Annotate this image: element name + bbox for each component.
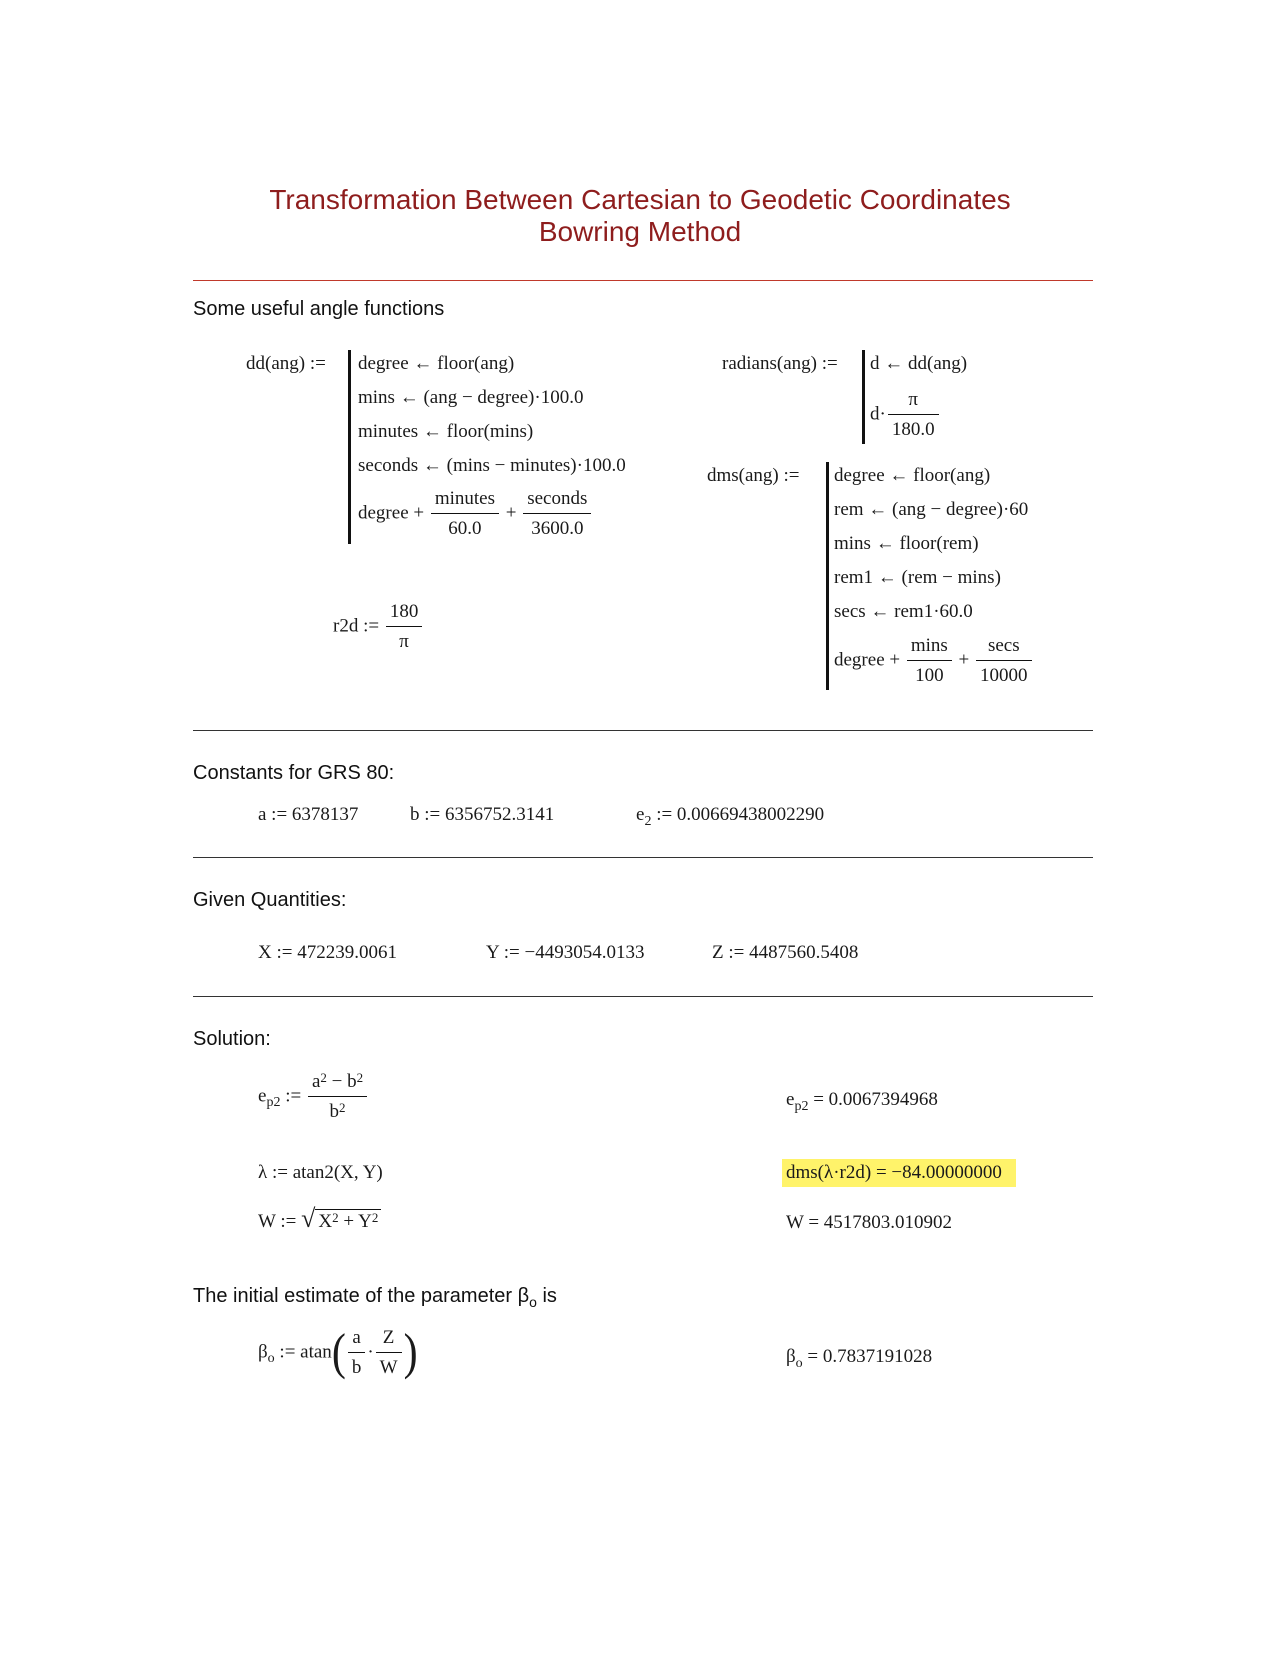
dd-function-lhs: dd(ang) := bbox=[246, 353, 326, 374]
dd-frac2-num: seconds bbox=[523, 487, 591, 514]
dms-plus: + bbox=[958, 649, 970, 671]
ep2-def-sub: p2 bbox=[266, 1095, 281, 1111]
W-result: W = 4517803.010902 bbox=[786, 1212, 953, 1233]
e2-subscript: 2 bbox=[644, 813, 652, 829]
ep2-num-a-exp: 2 bbox=[320, 1070, 327, 1085]
ep2-num-a: a bbox=[311, 1071, 321, 1092]
beta-frac1-den: b bbox=[351, 1357, 362, 1378]
constant-e2 bbox=[636, 803, 824, 834]
constant-b: b := 6356752.3141 bbox=[410, 804, 555, 825]
divider-3 bbox=[193, 996, 1093, 997]
ep2-result-value: = 0.0067394968 bbox=[808, 1089, 938, 1110]
page-title-line1: Transformation Between Cartesian to Geodetic Coordinates bbox=[269, 184, 1011, 215]
radians-num: π bbox=[888, 388, 939, 415]
dd-line-3: minutes ← floor(mins) bbox=[358, 421, 534, 442]
dms-line-2: rem ← (ang − degree)·60 bbox=[834, 499, 1029, 520]
beta-result-sub: o bbox=[795, 1355, 803, 1371]
r2d-fraction bbox=[386, 600, 423, 654]
beta-dot: · bbox=[367, 1341, 374, 1363]
dms-function-lhs: dms(ang) := bbox=[707, 465, 800, 486]
dms-fraction-secs bbox=[976, 634, 1032, 688]
beta-frac-ab bbox=[348, 1326, 366, 1380]
beta-def-symbol: β bbox=[258, 1341, 268, 1363]
left-paren-icon: ( bbox=[331, 1325, 346, 1381]
beta-definition bbox=[258, 1326, 418, 1380]
given-Z: Z := 4487560.5408 bbox=[712, 942, 859, 963]
radians-line-2 bbox=[870, 388, 941, 442]
dms-frac2-num: secs bbox=[976, 634, 1032, 661]
radians-den: 180.0 bbox=[891, 419, 935, 440]
angle-functions-heading: Some useful angle functions bbox=[193, 298, 445, 320]
r2d-lhs: r2d := bbox=[333, 615, 380, 637]
W-y: Y bbox=[358, 1211, 372, 1232]
dms-last-prefix: degree + bbox=[834, 649, 901, 671]
ep2-num-b-exp: 2 bbox=[356, 1070, 364, 1085]
right-paren-icon: ) bbox=[403, 1325, 418, 1381]
beta-frac2-num: Z bbox=[376, 1326, 402, 1353]
dd-frac1-den: 60.0 bbox=[448, 518, 482, 539]
dms-frac1-num: mins bbox=[907, 634, 952, 661]
radians-fraction bbox=[888, 388, 939, 442]
dd-fraction-minutes bbox=[431, 487, 499, 541]
dd-line-5 bbox=[358, 487, 593, 541]
radians-mult: d· bbox=[870, 403, 886, 425]
dms-fraction-mins bbox=[907, 634, 952, 688]
beta-intro-text bbox=[193, 1285, 557, 1310]
dd-fraction-seconds bbox=[523, 487, 591, 541]
e2-value: := 0.00669438002290 bbox=[651, 804, 825, 825]
r2d-definition bbox=[333, 600, 424, 654]
radians-function-bar bbox=[862, 350, 868, 444]
ep2-den-b-exp: 2 bbox=[339, 1100, 346, 1115]
divider-2 bbox=[193, 857, 1093, 858]
beta-intro-sub: o bbox=[529, 1294, 537, 1310]
given-heading: Given Quantities: bbox=[193, 889, 347, 911]
dms-line-1: degree ← floor(ang) bbox=[834, 465, 991, 486]
ep2-num-minus: − bbox=[326, 1071, 348, 1092]
given-Y: Y := −4493054.0133 bbox=[486, 942, 645, 963]
W-y-exp: 2 bbox=[371, 1210, 379, 1225]
ep2-result-symbol: e bbox=[786, 1089, 795, 1110]
title-divider bbox=[193, 280, 1093, 281]
beta-intro-main: The initial estimate of the parameter β bbox=[193, 1285, 530, 1307]
W-plus: + bbox=[338, 1211, 359, 1232]
beta-result-symbol: β bbox=[786, 1346, 796, 1367]
radians-function-lhs: radians(ang) := bbox=[722, 353, 838, 374]
dms-line-3: mins ← floor(rem) bbox=[834, 533, 979, 554]
dd-line-2: mins ← (ang − degree)·100.0 bbox=[358, 387, 584, 408]
ep2-result-sub: p2 bbox=[794, 1098, 809, 1114]
dd-function-bar bbox=[348, 350, 354, 544]
beta-result bbox=[786, 1345, 932, 1376]
page-title-line2: Bowring Method bbox=[538, 216, 742, 247]
beta-def-sub: o bbox=[267, 1351, 275, 1367]
e2-symbol: e bbox=[636, 804, 645, 825]
beta-intro-tail: is bbox=[536, 1285, 557, 1307]
W-x-exp: 2 bbox=[332, 1210, 339, 1225]
divider-1 bbox=[193, 730, 1093, 731]
dms-frac1-den: 100 bbox=[915, 665, 944, 686]
constants-heading: Constants for GRS 80: bbox=[193, 762, 395, 784]
dms-line-6 bbox=[834, 634, 1034, 688]
ep2-num-b: b bbox=[347, 1071, 357, 1092]
r2d-den: π bbox=[399, 631, 409, 652]
beta-def-assign: := atan bbox=[274, 1341, 332, 1363]
W-def-lhs: W := bbox=[258, 1211, 297, 1232]
dms-lambda-result: dms(λ·r2d) = −84.00000000 bbox=[782, 1159, 1016, 1187]
dms-line-5: secs ← rem1·60.0 bbox=[834, 601, 973, 622]
dms-line-4: rem1 ← (rem − mins) bbox=[834, 567, 1001, 588]
sqrt-icon: √ bbox=[301, 1204, 316, 1233]
beta-frac-zw bbox=[376, 1326, 402, 1380]
ep2-def-symbol: e bbox=[258, 1085, 267, 1107]
W-radicand bbox=[315, 1209, 381, 1234]
radians-line-1: d ← dd(ang) bbox=[870, 353, 968, 374]
lambda-definition: λ := atan2(X, Y) bbox=[258, 1162, 383, 1183]
dd-last-prefix: degree + bbox=[358, 502, 425, 524]
constant-a: a := 6378137 bbox=[258, 804, 359, 825]
dd-plus: + bbox=[505, 502, 517, 524]
ep2-numerator bbox=[308, 1070, 367, 1097]
W-definition bbox=[258, 1204, 381, 1234]
dd-frac2-den: 3600.0 bbox=[531, 518, 584, 539]
r2d-num: 180 bbox=[386, 600, 423, 627]
ep2-definition bbox=[258, 1070, 369, 1124]
ep2-denominator bbox=[308, 1097, 367, 1124]
dms-function-bar bbox=[826, 462, 832, 690]
beta-frac1-num: a bbox=[348, 1326, 366, 1353]
dd-frac1-num: minutes bbox=[431, 487, 499, 514]
ep2-result bbox=[786, 1088, 938, 1119]
solution-heading: Solution: bbox=[193, 1028, 271, 1050]
W-x: X bbox=[318, 1211, 333, 1232]
ep2-def-assign: := bbox=[280, 1085, 302, 1107]
beta-frac2-den: W bbox=[379, 1357, 398, 1378]
dd-line-1: degree ← floor(ang) bbox=[358, 353, 515, 374]
beta-result-value: = 0.7837191028 bbox=[802, 1346, 933, 1367]
dms-frac2-den: 10000 bbox=[980, 665, 1028, 686]
ep2-den-b: b bbox=[329, 1101, 340, 1122]
given-X: X := 472239.0061 bbox=[258, 942, 397, 963]
ep2-fraction bbox=[308, 1070, 367, 1124]
dd-line-4: seconds ← (mins − minutes)·100.0 bbox=[358, 455, 626, 476]
